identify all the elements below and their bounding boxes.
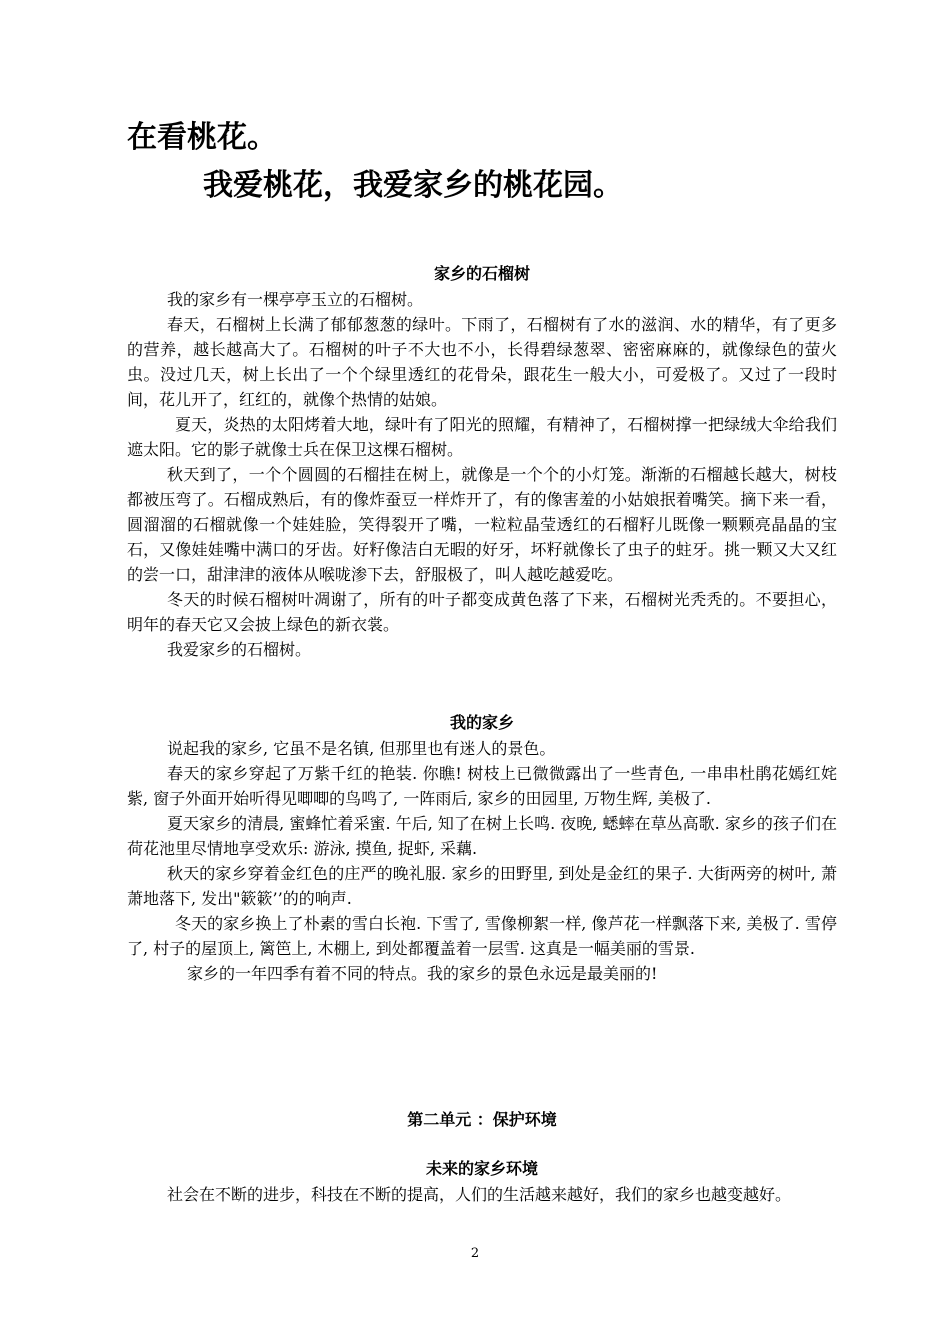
essay-title-future: 未来的家乡环境	[425, 1159, 538, 1178]
paragraph: 夏天，炎热的太阳烤着大地，绿叶有了阳光的照耀，有精神了，石榴树撑一把绿绒大伞给我们遮太阳。它的影子就像士兵在保卫这棵石榴树。	[127, 415, 837, 459]
paragraph: 秋天到了，一个个圆圆的石榴挂在树上，就像是一个个的小灯笼。渐渐的石榴越长越大，树枝都被压弯了。石榴成熟后，有的像炸蚕豆一样炸开了，有的像害羞的小姑娘抿着嘴笑。摘下来一看，圆溜溜的石榴就像一个娃娃脸，笑得裂开了嘴，一粒粒晶莹透红的石榴籽儿既像一颗颗亮晶晶的宝石，又像娃娃嘴中满口的牙齿。好籽像洁白无暇的好牙，坏籽就像长了虫子的蛀牙。挑一颗又大又红的尝一口，甜津津的液体从喉咙渗下去，舒服极了，叫人越吃越爱吃。	[127, 465, 837, 584]
page-number: 2	[470, 1246, 480, 1261]
paragraph: 家乡的一年四季有着不同的特点。我的家乡的景色永远是最美丽的!	[187, 964, 658, 983]
paragraph: 说起我的家乡, 它虽不是名镇, 但那里也有迷人的景色。	[167, 739, 556, 758]
paragraph: 我爱家乡的石榴树。	[167, 640, 312, 659]
paragraph: 冬天的时候石榴树叶凋谢了，所有的叶子都变成黄色落了下来，石榴树光秃秃的。不要担心，明年的春天它又会披上绿色的新衣裳。	[127, 590, 837, 634]
intro-line-2: 我爱桃花，我爱家乡的桃花园。	[203, 168, 623, 203]
paragraph: 冬天的家乡换上了朴素的雪白长袍. 下雪了, 雪像柳絮一样, 像芦花一样飘落下来, 美极了. 雪停了, 村子的屋顶上, 篱笆上, 木棚上, 到处都覆盖着一层雪. 这真是一幅美丽的雪景.	[127, 914, 837, 958]
paragraph: 春天的家乡穿起了万紫千红的艳装. 你瞧! 树枝上已微微露出了一些青色, 一串串杜鹃花嫣红姹紫, 窗子外面开始听得见唧唧的鸟鸣了, 一阵雨后, 家乡的田园里, 万物生辉, 美极了.	[127, 764, 837, 808]
paragraph: 夏天家乡的清晨, 蜜蜂忙着采蜜. 午后, 知了在树上长鸣. 夜晚, 蟋蟀在草丛高歌. 家乡的孩子们在荷花池里尽情地享受欢乐: 游泳, 摸鱼, 捉虾, 采藕.	[127, 814, 837, 858]
unit-heading: 第二单元 ：保护环境	[407, 1110, 557, 1129]
paragraph: 秋天的家乡穿着金红色的庄严的晚礼服. 家乡的田野里, 到处是金红的果子. 大街两旁的树叶, 萧萧地落下, 发出"簌簌’’的的响声.	[127, 864, 837, 908]
intro-line-1: 在看桃花。	[127, 120, 277, 155]
paragraph: 我的家乡有一棵亭亭玉立的石榴树。	[167, 290, 424, 309]
paragraph: 社会在不断的进步，科技在不断的提高，人们的生活越来越好，我们的家乡也越变越好。	[167, 1185, 792, 1204]
essay-body-pomegranate	[127, 287, 837, 662]
essay-title-hometown: 我的家乡	[449, 713, 514, 732]
essay-body-hometown	[127, 736, 837, 986]
essay-body-future	[127, 1182, 837, 1207]
paragraph: 春天，石榴树上长满了郁郁葱葱的绿叶。下雨了，石榴树有了水的滋润、水的精华，有了更多的营养，越长越高大了。石榴树的叶子不大也不小，长得碧绿葱翠、密密麻麻的，就像绿色的萤火虫。没过几天，树上长出了一个个绿里透红的花骨朵，跟花生一般大小，可爱极了。又过了一段时间，花儿开了，红红的，就像个热情的姑娘。	[127, 315, 837, 409]
essay-title-pomegranate: 家乡的石榴树	[433, 264, 530, 283]
